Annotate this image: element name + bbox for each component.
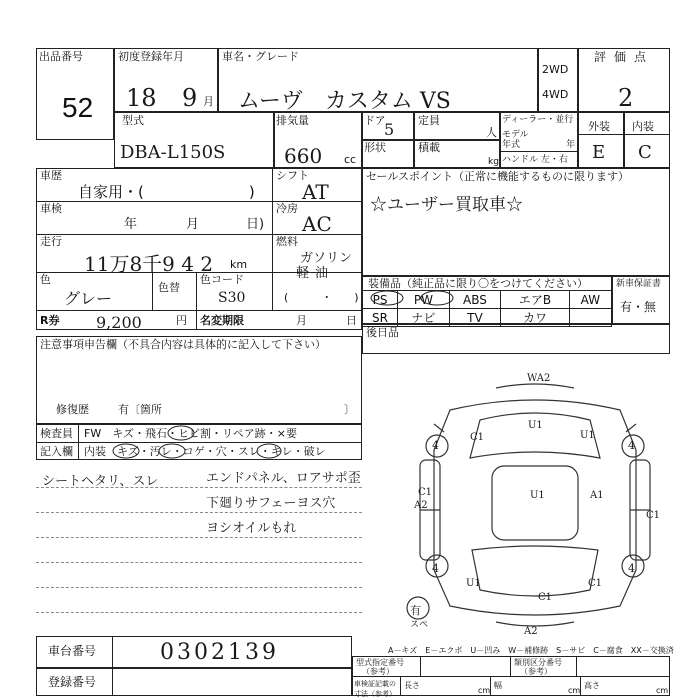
drive-4wd: 4WD [542, 88, 569, 101]
model-year-label1: モデル [502, 130, 529, 140]
mileage-value: 11万8千9 4 2 [84, 252, 214, 276]
equip-airbag: エアB [501, 291, 570, 309]
equip-aw: AW [569, 291, 611, 309]
car-name-label: 車名・グレード [222, 50, 299, 63]
reg-number-label: 登録番号 [48, 675, 97, 689]
inspector-label: 検査員 [40, 427, 73, 440]
mark-fl-wheel: 4 [432, 439, 439, 452]
color-change-label: 色替 [158, 281, 180, 294]
drive-box [538, 48, 578, 112]
repair-history-close: 〕 [344, 403, 355, 416]
class-code-label: 類別区分番号 [514, 658, 562, 667]
length-label: 長さ [404, 681, 420, 690]
mark-front: WA2 [527, 373, 551, 384]
chassis-label: 車台番号 [48, 644, 97, 658]
displacement-unit: cc [344, 153, 357, 166]
warranty-value: 有・無 [620, 300, 657, 314]
equip-sr: SR [363, 309, 398, 327]
after-equip-label: 後日品 [366, 326, 399, 339]
mileage-unit: km [230, 258, 248, 271]
note-3: 下廻りサフェーヨス穴 [206, 496, 336, 511]
entry-items: 内装 キズ・汚レ・コゲ・穴・スレ・キレ・破レ [84, 445, 326, 458]
vehicle-diagram [400, 370, 670, 640]
mark-fl-fender: C1 [470, 432, 485, 443]
note-2: エンドパネル、ロアサポ歪 [206, 471, 361, 486]
note-1: シートヘタリ、スレ [42, 474, 159, 489]
sales-point-value: ☆ユーザー買取車☆ [370, 195, 523, 215]
form-label: 形状 [364, 141, 386, 154]
mark-right-door: A1 [590, 490, 604, 501]
inspection-month: 月 [186, 217, 200, 232]
model-label: 型式 [122, 114, 144, 127]
mark-rl-wheel: 4 [432, 562, 439, 575]
model-year-unit: 年 [566, 140, 576, 150]
chassis-value: 0302139 [160, 640, 279, 665]
capacity-label: 定員 [418, 114, 440, 127]
after-equip-box [362, 324, 670, 354]
mark-right-side: C1 [646, 510, 661, 521]
first-reg-month: 9 [182, 84, 198, 112]
exterior-value: E [592, 142, 606, 163]
inspection-year: 年 [124, 217, 138, 232]
repair-history-value: 有〔箇所 [118, 403, 162, 416]
inspection-label: 車検 [40, 202, 62, 215]
color-label: 色 [40, 273, 51, 286]
equip-navi: ナビ [398, 309, 450, 327]
fuel-gasoline: ガソリン [300, 251, 353, 266]
fuel-paren: ( ・ ) [284, 291, 359, 304]
note-4: ヨシオイルもれ [206, 521, 297, 536]
load-label: 積載 [418, 141, 440, 154]
type-designation-label: 型式指定番号 [356, 658, 404, 667]
model-value: DBA-L150S [120, 142, 226, 163]
color-value: グレー [64, 289, 113, 308]
mark-rear-bumper: A2 [524, 626, 538, 637]
dealer-label: ディーラー・並行 [502, 115, 574, 125]
inspector-circles [84, 424, 344, 460]
mark-rear: C1 [538, 592, 553, 603]
inspector-items: FW キズ・飛石・ヒビ割・リペア跡・×要 [84, 427, 297, 440]
mark-fr-wheel: 4 [628, 439, 635, 452]
fuel-label: 燃料 [276, 235, 298, 248]
equip-pw: PW [398, 291, 450, 309]
history-value: 自家用・( ) [78, 183, 255, 201]
dimension-label: 車検証記載の寸法（参考） [354, 680, 396, 698]
entry-label: 記入欄 [40, 445, 73, 458]
displacement-label: 排気量 [276, 114, 309, 127]
lot-label: 出品番号 [39, 50, 83, 63]
name-change-month: 月 [296, 314, 307, 327]
mileage-label: 走行 [40, 235, 62, 248]
equipment-circles [362, 288, 502, 310]
color-code-value: S30 [218, 290, 246, 306]
equipment-label: 装備品（純正品に限り〇をつけてください） [368, 277, 588, 290]
name-change-day: 日 [346, 314, 357, 327]
load-unit: kg [488, 157, 499, 167]
sales-point-box [362, 168, 670, 276]
drive-2wd: 2WD [542, 63, 569, 76]
equip-abs: ABS [449, 291, 500, 309]
mark-roof: U1 [530, 490, 545, 501]
score-value: 2 [618, 84, 634, 112]
history-label: 車歴 [40, 169, 62, 182]
mark-rr-wheel: 4 [628, 562, 635, 575]
exterior-label: 外装 [588, 120, 610, 133]
warranty-label: 新車保証書 [616, 279, 662, 289]
shift-value: AT [302, 180, 329, 204]
inspection-day: 日) [246, 217, 265, 232]
name-change-label: 名変期限 [200, 314, 244, 327]
height-unit: cm [656, 686, 669, 695]
mark-left-side: C1 [418, 487, 433, 498]
width-label: 幅 [494, 681, 502, 690]
mark-rr-fender: C1 [588, 578, 603, 589]
mark-fr-fender: U1 [580, 430, 595, 441]
capacity-unit: 人 [486, 126, 497, 139]
equip-leather: カワ [501, 309, 570, 327]
mark-rl-fender: U1 [466, 578, 481, 589]
score-label: 評価点 [594, 50, 655, 64]
sales-point-label: セールスポイント（正常に機能するものに限ります） [366, 170, 630, 183]
lot-number: 52 [62, 92, 94, 123]
interior-value: C [638, 142, 652, 163]
ac-value: AC [302, 212, 332, 236]
shift-label: シフト [276, 169, 309, 182]
interior-label: 内装 [632, 120, 654, 133]
mark-spare: 有 [410, 604, 421, 617]
recycle-value: 9,200 [96, 313, 142, 332]
model-year-label2: 年式 [502, 140, 521, 150]
car-name-value: ムーヴ カスタム VS [238, 89, 451, 114]
equip-ps: PS [363, 291, 398, 309]
damage-legend: A－キズ E－エクボ U－凹み W－補修跡 S－サビ C－腐食 XX－交換済 [388, 646, 674, 655]
class-code-ref: （参考） [520, 667, 552, 676]
repair-history-label: 修復歴 [56, 403, 89, 416]
height-label: 高さ [584, 681, 600, 690]
length-unit: cm [478, 686, 491, 695]
recycle-unit: 円 [176, 314, 187, 327]
mark-left-side-2: A2 [414, 500, 428, 511]
recycle-label: R券 [40, 314, 60, 327]
color-code-label: 色コード [200, 273, 244, 286]
mark-spare-label: スペ [410, 620, 429, 630]
first-reg-month-unit: 月 [203, 95, 214, 108]
displacement-value: 660 [284, 144, 323, 168]
type-designation-ref: （参考） [362, 667, 394, 676]
fuel-diesel: 軽油 [296, 266, 335, 281]
door-value: 5 [384, 120, 395, 139]
width-unit: cm [568, 686, 581, 695]
door-label: ドア [364, 114, 386, 127]
notes-label: 注意事項申告欄（不具合内容は具体的に記入して下さい） [40, 338, 326, 351]
mark-hood: U1 [528, 420, 543, 431]
first-reg-label: 初度登録年月 [118, 50, 184, 63]
ac-label: 冷房 [276, 202, 298, 215]
handle-label: ハンドル 左・右 [502, 155, 568, 165]
equip-tv: TV [449, 309, 500, 327]
first-reg-year: 18 [126, 84, 157, 112]
